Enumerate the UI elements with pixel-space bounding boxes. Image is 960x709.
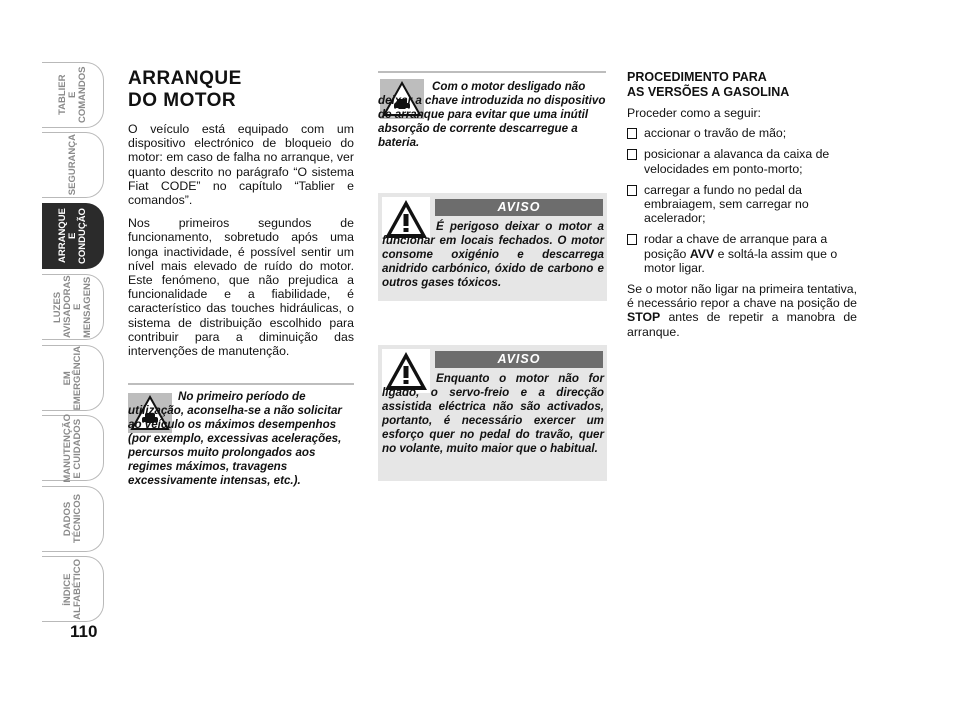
warning-box-2 (378, 345, 607, 481)
heading-line-2: AS VERSÕES A GASOLINA (627, 85, 790, 99)
column-1 (128, 68, 354, 367)
warning-label: AVISO (435, 351, 603, 368)
tab-label: SEGURANÇA (66, 134, 78, 196)
note-divider (378, 71, 606, 73)
section-heading (627, 70, 857, 100)
note-divider (128, 383, 354, 385)
page-number: 110 (70, 622, 98, 641)
warning-text: É perigoso deixar o motor a funcionar em locais fechados. O motor consome oxigénio e descarrega anidrido carbónico, óxido de carbono e outros gases tóxicos. (382, 220, 604, 289)
column-3 (627, 70, 857, 345)
final-paragraph (627, 282, 857, 339)
step-text: e soltá-la assim que o motor ligar. (644, 246, 838, 275)
key-position: AVV (689, 246, 715, 261)
noise-paragraph: Nos primeiros segundos de funcionamento, sobretudo após uma longa inactividade, é possível sentir um nível mais elevado de ruído do motor. Este fenómeno, que não prejudica a funcionalidade e a fiabilidade, é característico das touches hidráulicas, o sistema de distribuição escolhido para contribuir para a diminuição das intervenções de manutenção. (128, 216, 354, 359)
tab-label: DADOS TÉCNICOS (61, 494, 83, 544)
tab-arranque-e-conducao[interactable] (42, 203, 104, 269)
title-line-1: ARRANQUE (128, 68, 242, 89)
tab-seguranca[interactable] (42, 132, 104, 198)
final-text: antes de repetir a manobra de arranque. (627, 310, 858, 339)
battery-note: Com o motor desligado não deixar a chave introduzida no dispositivo de arranque para evitar que uma inútil absorção de corrente descarregue a bateria. (378, 80, 606, 149)
procedure-intro: Proceder como a seguir: (627, 106, 761, 120)
final-text: Se o motor não ligar na primeira tentativa, é necessário repor a chave na posição de (627, 282, 857, 311)
tab-label: TABLIER E COMANDOS (56, 66, 88, 124)
page-title (128, 68, 354, 112)
tab-em-emergencia[interactable] (42, 345, 104, 411)
warning-box-1 (378, 193, 607, 301)
checkbox-bullet-icon (627, 185, 637, 196)
checkbox-bullet-icon (627, 149, 637, 160)
list-item (627, 232, 857, 275)
title-line-2: DO MOTOR (128, 90, 237, 111)
running-in-note: No primeiro período de utilização, aconselha-se a não solicitar ao veículo os máximos desempenhos (por exemplo, excessivas acelerações, percursos muito prolongados aos regimes máximos, travagens excessivamente intensas, etc.). (128, 390, 342, 487)
heading-line-1: PROCEDIMENTO PARA (627, 70, 767, 84)
list-item (627, 126, 857, 140)
checkbox-bullet-icon (627, 128, 637, 139)
list-item (627, 183, 857, 226)
step-text: accionar o travão de mão; (644, 126, 787, 141)
warning-text: Enquanto o motor não for ligado, o servo-freio e a direcção assistida eléctrica não são activados, portanto, é necessário exercer um esforço quer no pedal do travão, quer no volante, muito maior que o habitual. (382, 372, 604, 455)
tab-luzes-avisadoras[interactable] (42, 274, 104, 340)
key-position: STOP (627, 310, 661, 325)
tab-manutencao-e-cuidados[interactable] (42, 415, 104, 481)
tab-label: ARRANQUE E CONDUÇÃO (56, 208, 88, 264)
intro-paragraph: O veículo está equipado com um dispositivo electrónico de bloqueio do motor: em caso de falha no arranque, ver quanto descrito no parágrafo “O sistema Fiat CODE” no capítulo “Tablier e comandos”. (128, 122, 354, 208)
tab-label: MANUTENÇÃO E CUIDADOS (61, 413, 83, 483)
warning-label: AVISO (435, 199, 603, 216)
tab-label: EM EMERGÊNCIA (61, 345, 83, 411)
tab-label: ÍNDICE ALFABÉTICO (61, 558, 83, 620)
step-text: posicionar a alavanca da caixa de velocidades em ponto-morto; (644, 147, 830, 176)
tab-indice-alfabetico[interactable] (42, 556, 104, 622)
step-text: carregar a fundo no pedal da embraiagem, sem carregar no acelerador; (644, 182, 809, 226)
tab-dados-tecnicos[interactable] (42, 486, 104, 552)
checkbox-bullet-icon (627, 234, 637, 245)
tab-tablier-e-comandos[interactable] (42, 62, 104, 128)
tab-label: LUZES AVISADORAS E MENSAGENS (51, 275, 93, 339)
step-text: rodar a chave de arranque para a posição (644, 232, 828, 261)
list-item (627, 147, 857, 175)
